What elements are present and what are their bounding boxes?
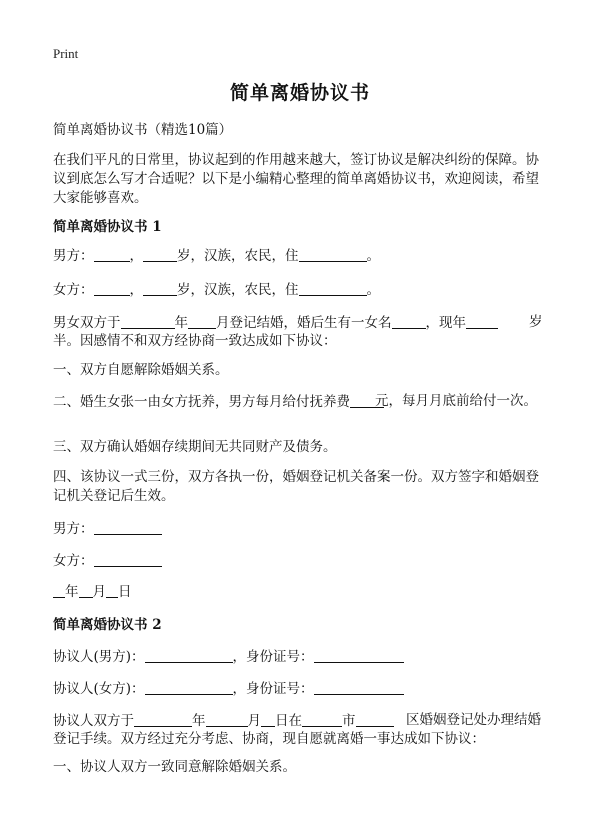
date-month-blank bbox=[79, 582, 93, 598]
male-age-blank bbox=[143, 246, 177, 262]
date-line bbox=[53, 582, 553, 602]
reg-day-label: 日在 bbox=[275, 713, 302, 729]
party-male-label: 协议人(男方)： bbox=[53, 649, 145, 665]
intro-paragraph: 在我们平凡的日常里，协议起到的作用越来越大，签订协议是解决纠纷的保障。协议到底怎么写才合适呢？以下是小编精心整理的简单离婚协议书，欢迎阅读，希望大家能够喜欢。 bbox=[53, 152, 539, 206]
period: 。 bbox=[366, 282, 380, 298]
male-name-blank bbox=[94, 246, 130, 262]
female-address-blank bbox=[299, 280, 367, 296]
section-2-heading: 简单离婚协议书 2 bbox=[53, 617, 162, 633]
party-female-line bbox=[53, 679, 553, 699]
date-day-label: 日 bbox=[118, 584, 132, 600]
female-age-blank bbox=[143, 280, 177, 296]
female-age-suffix: 岁，汉族，农民，住 bbox=[177, 282, 299, 298]
age-text: ，现年 bbox=[425, 315, 466, 331]
marriage-text: 男女双方于 bbox=[53, 315, 121, 331]
party-male-id-blank bbox=[314, 647, 404, 663]
male-label: 男方： bbox=[53, 248, 94, 264]
sign-male-blank bbox=[94, 519, 162, 535]
s1-item-1: 一、双方自愿解除婚姻关系。 bbox=[53, 362, 229, 378]
s1-item-4: 四、该协议一式三份，双方各执一份，婚姻登记机关备案一份。双方签字和婚姻登记机关登记后生效。 bbox=[53, 469, 539, 504]
sign-female-line bbox=[53, 551, 553, 571]
date-month-label: 月 bbox=[92, 584, 106, 600]
sign-male-line bbox=[53, 519, 553, 539]
s2-item-1: 一、协议人双方一致同意解除婚姻关系。 bbox=[53, 759, 296, 775]
s1-item-2-tail: 元，每月月底前给付一次。 bbox=[375, 393, 537, 409]
reg-year-label: 年 bbox=[192, 713, 206, 729]
marriage-text: 月登记结婚，婚后生有一女名 bbox=[216, 315, 392, 331]
reg-text: 协议人双方于 bbox=[53, 713, 134, 729]
registration-line-2: 区婚姻登记处办理结婚登记手续。双方经过充分考虑、协商，现自愿就离婚一事达成如下协议： bbox=[53, 712, 541, 747]
date-year-blank bbox=[53, 582, 65, 598]
party-female-label: 协议人(女方)： bbox=[53, 681, 145, 697]
document-subtitle: 简单离婚协议书（精选10篇） bbox=[53, 122, 233, 138]
male-info-line bbox=[53, 246, 553, 266]
sign-female-blank bbox=[94, 551, 162, 567]
party-male-name-blank bbox=[145, 647, 233, 663]
male-address-blank bbox=[299, 246, 367, 262]
s1-item-3: 三、双方确认婚姻存续期间无共同财产及债务。 bbox=[53, 439, 337, 455]
document-title: 简单离婚协议书 bbox=[229, 82, 370, 104]
year-text: 年 bbox=[174, 315, 188, 331]
male-age-suffix: 岁，汉族，农民，住 bbox=[177, 248, 299, 264]
print-link[interactable]: Print bbox=[53, 46, 79, 61]
female-name-blank bbox=[94, 280, 130, 296]
party-male-line bbox=[53, 647, 553, 667]
comma: ， bbox=[129, 282, 143, 298]
reg-city-label: 市 bbox=[342, 713, 356, 729]
reg-month-label: 月 bbox=[247, 713, 261, 729]
id-label: ，身份证号： bbox=[232, 681, 314, 697]
section-1-heading: 简单离婚协议书 1 bbox=[53, 219, 162, 235]
female-label: 女方： bbox=[53, 282, 94, 298]
period: 。 bbox=[366, 248, 380, 264]
party-female-id-blank bbox=[314, 679, 404, 695]
party-female-name-blank bbox=[145, 679, 233, 695]
marriage-line-2: 岁半。因感情不和双方经协商一致达成如下协议： bbox=[53, 314, 543, 349]
sign-female-label: 女方： bbox=[53, 553, 94, 569]
date-day-blank bbox=[106, 582, 118, 598]
comma: ， bbox=[129, 248, 143, 264]
date-year-label: 年 bbox=[65, 584, 79, 600]
id-label: ，身份证号： bbox=[232, 649, 314, 665]
female-info-line bbox=[53, 280, 553, 300]
sign-male-label: 男方： bbox=[53, 521, 94, 537]
item-2-text: 二、婚生女张一由女方抚养，男方每月给付抚养费 bbox=[53, 394, 350, 410]
